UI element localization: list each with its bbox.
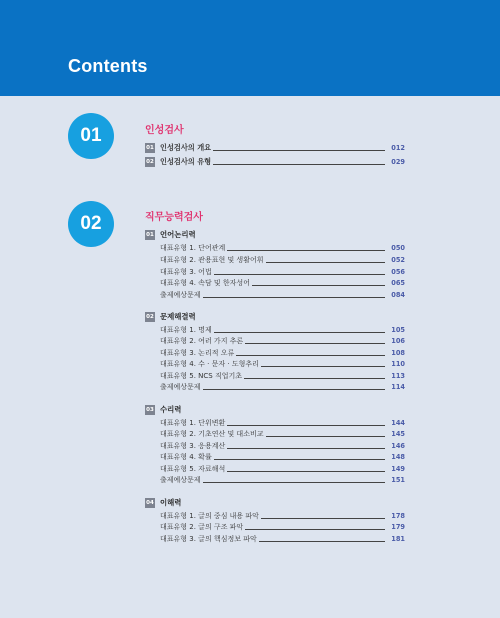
section-label: 문제해결력 bbox=[160, 311, 196, 321]
entry-label: 인성검사의 유형 bbox=[160, 157, 212, 166]
leader-line bbox=[214, 332, 385, 333]
leader-line bbox=[266, 436, 386, 437]
item-label: 대표유형 2. 기초연산 및 대소비교 bbox=[160, 430, 264, 438]
leader-line bbox=[213, 150, 385, 151]
leader-line bbox=[252, 285, 385, 286]
section-heading[interactable] bbox=[145, 497, 181, 508]
toc-item[interactable] bbox=[160, 533, 405, 544]
toc-item[interactable] bbox=[160, 451, 405, 462]
item-page: 151 bbox=[391, 476, 405, 484]
item-label: 대표유형 4. 속담 및 한자성어 bbox=[160, 279, 250, 287]
item-label: 대표유형 1. 단위변환 bbox=[160, 419, 226, 427]
toc-item[interactable] bbox=[160, 381, 405, 392]
item-page: 105 bbox=[391, 326, 405, 334]
leader-line bbox=[266, 262, 386, 263]
item-page: 056 bbox=[391, 268, 405, 276]
item-label: 대표유형 2. 여러 가지 추론 bbox=[160, 337, 244, 345]
section-label: 수리력 bbox=[160, 404, 182, 414]
item-label: 대표유형 1. 명제 bbox=[160, 326, 212, 334]
entry-page: 012 bbox=[391, 144, 405, 152]
item-page: 144 bbox=[391, 419, 405, 427]
item-label: 대표유형 5. 자료해석 bbox=[160, 465, 226, 473]
item-label: 대표유형 3. 응용계산 bbox=[160, 442, 226, 450]
item-page: 108 bbox=[391, 349, 405, 357]
toc-item[interactable] bbox=[160, 428, 405, 439]
entry-number-badge: 02 bbox=[146, 159, 154, 165]
toc-item[interactable] bbox=[160, 474, 405, 485]
section-heading[interactable] bbox=[145, 311, 196, 322]
toc-item[interactable] bbox=[160, 289, 405, 300]
leader-line bbox=[245, 529, 385, 530]
item-label: 대표유형 3. 글의 핵심정보 파악 bbox=[160, 535, 257, 543]
page-title: Contents bbox=[68, 56, 148, 76]
entry-page: 029 bbox=[391, 158, 405, 166]
toc-item[interactable] bbox=[160, 358, 405, 369]
item-page: 084 bbox=[391, 291, 405, 299]
item-page: 106 bbox=[391, 337, 405, 345]
leader-line bbox=[213, 164, 385, 165]
leader-line bbox=[203, 482, 385, 483]
item-page: 178 bbox=[391, 512, 405, 520]
toc-item[interactable] bbox=[160, 266, 405, 277]
toc-item[interactable] bbox=[160, 242, 405, 253]
item-page: 052 bbox=[391, 256, 405, 264]
item-label: 출제예상문제 bbox=[160, 291, 201, 299]
leader-line bbox=[203, 389, 385, 390]
item-label: 대표유형 2. 관용표현 및 생활어휘 bbox=[160, 256, 264, 264]
item-page: 050 bbox=[391, 244, 405, 252]
leader-line bbox=[244, 378, 385, 379]
part-number-badge: 02 bbox=[68, 201, 114, 247]
section-number-badge: 01 bbox=[146, 231, 154, 238]
leader-line bbox=[261, 366, 385, 367]
section-number-badge: 04 bbox=[146, 499, 154, 506]
part-title: 직무능력검사 bbox=[145, 212, 203, 223]
leader-line bbox=[227, 425, 385, 426]
item-label: 대표유형 1. 글의 중심 내용 파악 bbox=[160, 512, 259, 520]
toc-item[interactable] bbox=[160, 510, 405, 521]
toc-item[interactable] bbox=[160, 440, 405, 451]
leader-line bbox=[259, 541, 385, 542]
leader-line bbox=[227, 471, 385, 472]
item-page: 065 bbox=[391, 279, 405, 287]
item-page: 110 bbox=[391, 360, 405, 368]
leader-line bbox=[227, 250, 385, 251]
leader-line bbox=[245, 343, 385, 344]
part-number-badge: 01 bbox=[68, 113, 114, 159]
toc-item[interactable] bbox=[160, 463, 405, 474]
toc-item[interactable] bbox=[160, 417, 405, 428]
leader-line bbox=[227, 448, 385, 449]
item-page: 149 bbox=[391, 465, 405, 473]
toc-item[interactable] bbox=[160, 277, 405, 288]
item-label: 대표유형 3. 논리적 오류 bbox=[160, 349, 235, 357]
toc-item[interactable] bbox=[160, 347, 405, 358]
toc-item[interactable] bbox=[160, 324, 405, 335]
item-page: 179 bbox=[391, 523, 405, 531]
toc-entry[interactable] bbox=[145, 156, 405, 167]
item-page: 114 bbox=[391, 383, 405, 391]
section-heading[interactable] bbox=[145, 404, 181, 415]
toc-item[interactable] bbox=[160, 521, 405, 532]
leader-line bbox=[214, 459, 385, 460]
item-page: 148 bbox=[391, 453, 405, 461]
section-number-badge: 02 bbox=[146, 313, 154, 320]
leader-line bbox=[214, 274, 385, 275]
header-band bbox=[0, 0, 500, 96]
toc-item[interactable] bbox=[160, 370, 405, 381]
item-label: 대표유형 4. 확률 bbox=[160, 453, 212, 461]
item-page: 146 bbox=[391, 442, 405, 450]
section-label: 이해력 bbox=[160, 497, 182, 507]
entry-label: 인성검사의 개요 bbox=[160, 143, 212, 152]
item-page: 181 bbox=[391, 535, 405, 543]
toc-item[interactable] bbox=[160, 335, 405, 346]
item-label: 대표유형 5. NCS 직업기초 bbox=[160, 372, 243, 380]
item-page: 113 bbox=[391, 372, 405, 380]
section-heading[interactable] bbox=[145, 229, 196, 240]
section-number-badge: 03 bbox=[146, 406, 154, 413]
leader-line bbox=[203, 297, 385, 298]
item-label: 대표유형 1. 단어관계 bbox=[160, 244, 226, 252]
item-page: 145 bbox=[391, 430, 405, 438]
section-label: 언어논리력 bbox=[160, 229, 196, 239]
item-label: 대표유형 4. 수 · 문자 · 도형추리 bbox=[160, 360, 259, 368]
entry-number-badge: 01 bbox=[146, 145, 154, 151]
item-label: 대표유형 3. 어법 bbox=[160, 268, 212, 276]
item-label: 출제예상문제 bbox=[160, 383, 201, 391]
item-label: 출제예상문제 bbox=[160, 476, 201, 484]
toc-item[interactable] bbox=[160, 254, 405, 265]
item-label: 대표유형 2. 글의 구조 파악 bbox=[160, 523, 244, 531]
toc-entry[interactable] bbox=[145, 142, 405, 153]
part-title: 인성검사 bbox=[145, 125, 184, 136]
leader-line bbox=[236, 355, 385, 356]
leader-line bbox=[261, 518, 385, 519]
